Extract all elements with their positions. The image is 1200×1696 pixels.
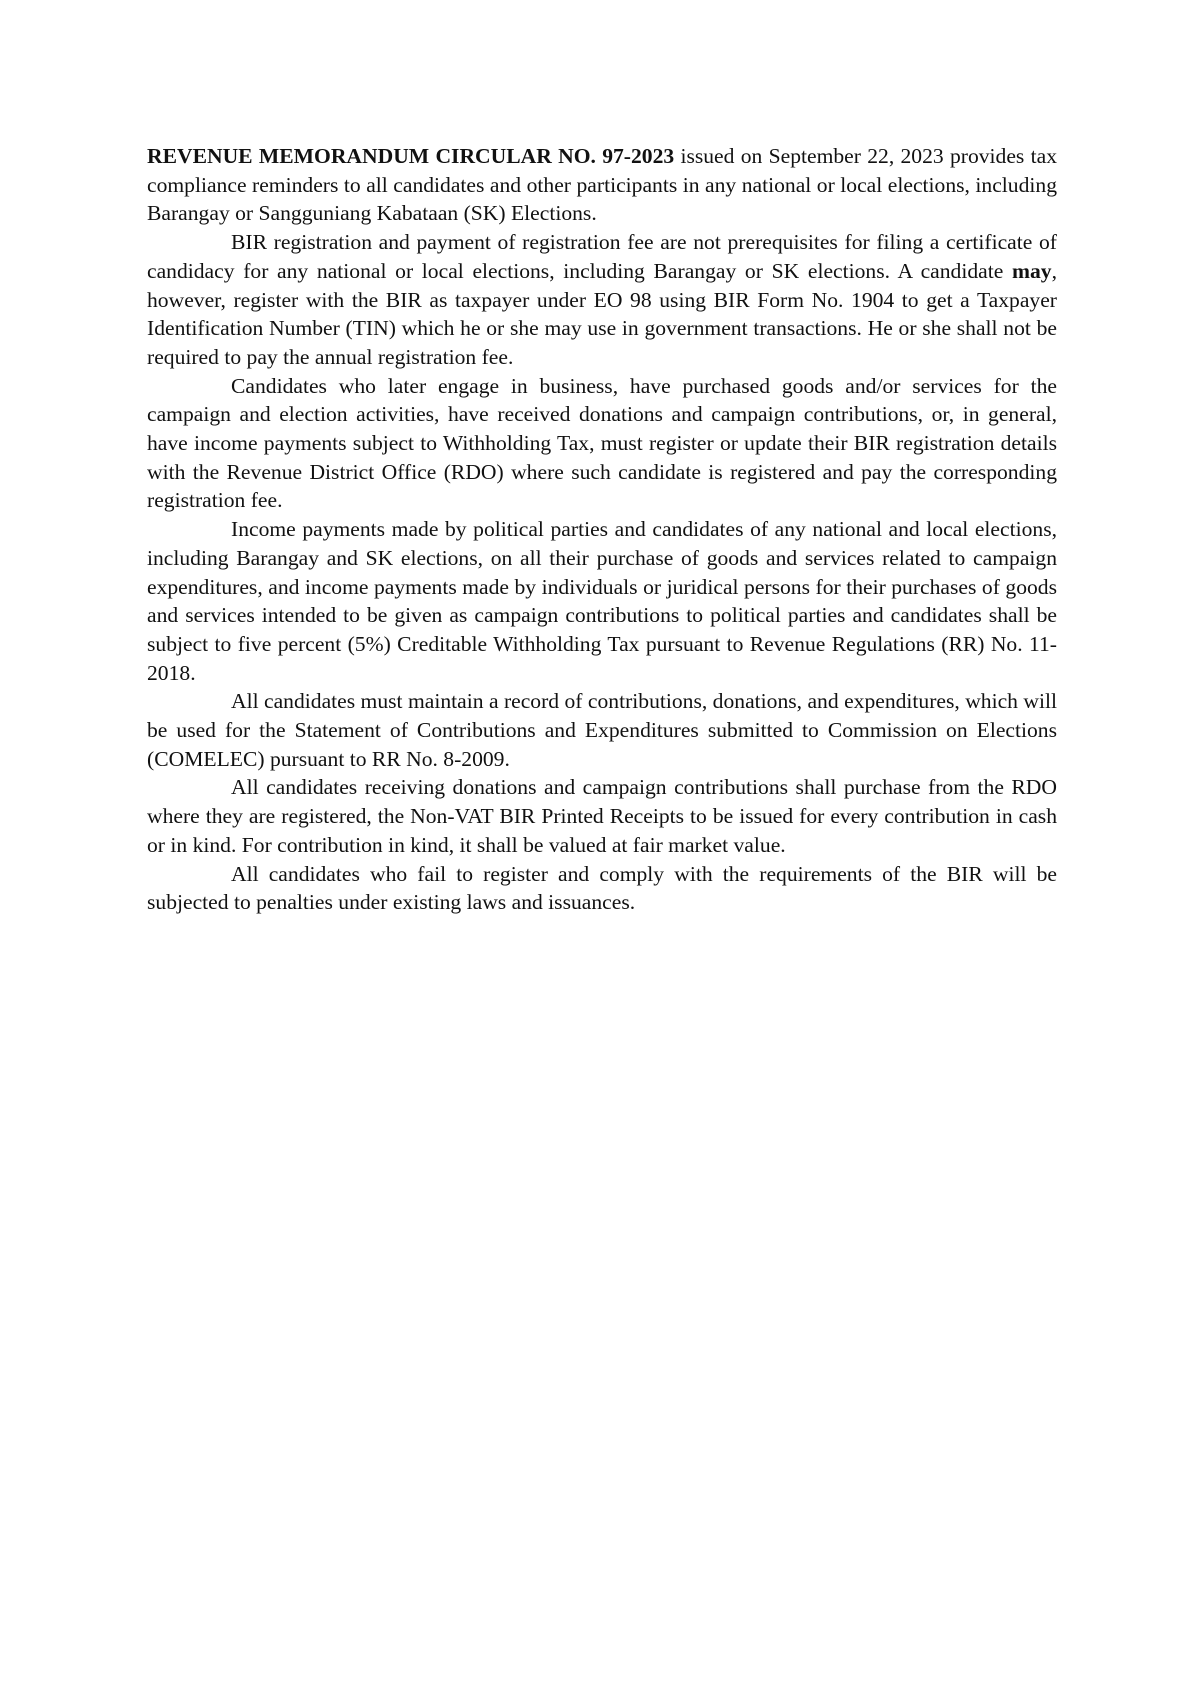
business-paragraph: Candidates who later engage in business, have purchased goods and/or services for the campaign and election activities, have received donations and campaign contributions, or, in general, have income payments subject to Withholding Tax, must register or update their BIR registration details with the Revenue District Office (RDO) where such candidate is registered and pay the corresponding registration fee. xyxy=(147,373,1057,513)
emphasis-may: may xyxy=(1012,258,1052,283)
receipts-paragraph: All candidates receiving donations and campaign contributions shall purchase from the RDO where they are registered, the Non-VAT BIR Printed Receipts to be issued for every contribution in cash or in kind. For contribution in kind, it shall be valued at fair market value. xyxy=(147,775,1057,857)
penalties-paragraph: All candidates who fail to register and comply with the requirements of the BIR will be subjected to penalties under existing laws and issuances. xyxy=(147,861,1057,915)
withholding-tax-paragraph: Income payments made by political parties and candidates of any national and local elections, including Barangay and SK elections, on all their purchase of goods and services related to campaign expenditures, and income payments made by individuals or juridical persons for their purchases of goods and services intended to be given as campaign contributions to political parties and candidates shall be subject to five percent (5%) Creditable Withholding Tax pursuant to Revenue Regulations (RR) No. 11-2018. xyxy=(147,517,1057,685)
registration-text-a: BIR registration and payment of registration fee are not prerequisites for filing a certificate of candidacy for any national or local elections, including Barangay or SK elections. A candidate xyxy=(147,230,1057,283)
circular-body xyxy=(147,142,1057,917)
intro-paragraph xyxy=(147,142,1057,228)
circular-title: REVENUE MEMORANDUM CIRCULAR NO. 97-2023 xyxy=(147,144,675,168)
records-paragraph: All candidates must maintain a record of contributions, donations, and expenditures, which will be used for the Statement of Contributions and Expenditures submitted to Commission on Elections (COMELEC) pursuant to RR No. 8-2009. xyxy=(147,689,1057,771)
intro-text: issued on September 22, 2023 provides tax compliance reminders to all candidates and other participants in any national or local elections, including Barangay or Sangguniang Kabataan (SK) Elections. xyxy=(147,144,1057,226)
registration-text-b: , however, register with the BIR as taxpayer under EO 98 using BIR Form No. 1904 to get a Taxpayer Identification Number (TIN) which he or she may use in government transactions. He or she shall not be required to pay the annual registration fee. xyxy=(147,258,1057,369)
registration-paragraph xyxy=(147,228,1057,372)
